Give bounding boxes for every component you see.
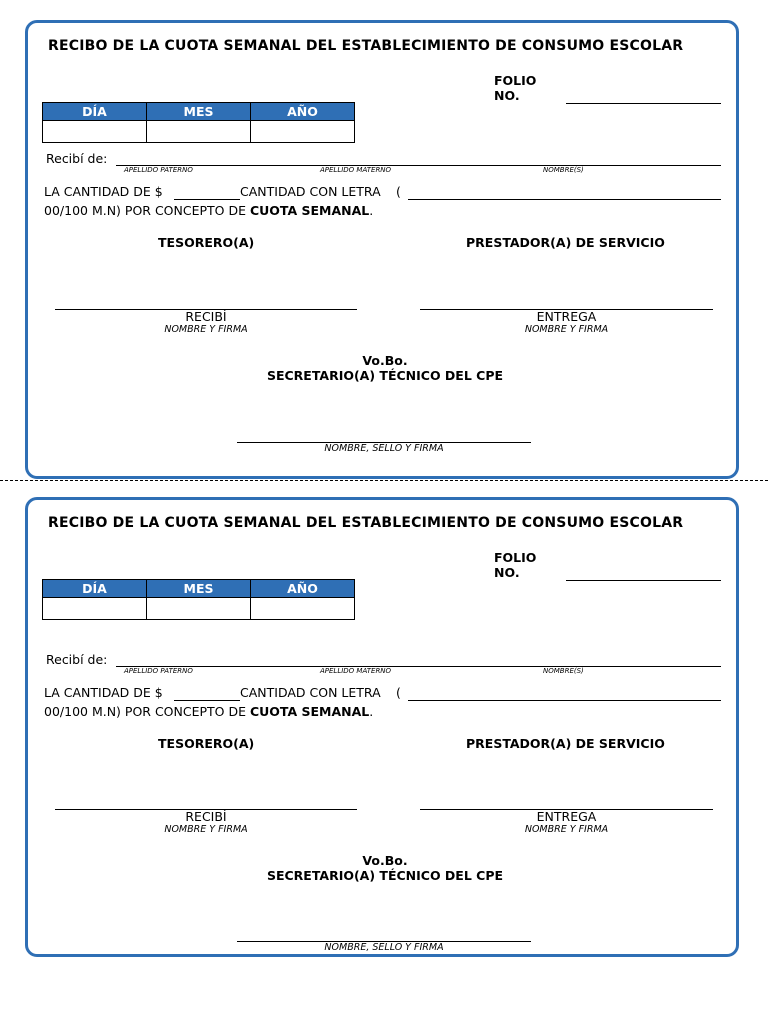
- delivered-signature-sub: NOMBRE Y FIRMA: [524, 324, 609, 335]
- folio-label-line2: NO.: [494, 565, 520, 580]
- day-field[interactable]: [43, 598, 147, 620]
- maternal-surname-hint: APELLIDO MATERNO: [320, 166, 392, 174]
- provider-label: PRESTADOR(A) DE SERVICIO: [466, 235, 665, 250]
- received-signature-sub: NOMBRE Y FIRMA: [164, 324, 248, 335]
- received-signature-label: RECIBÍ: [185, 809, 227, 824]
- folio-field[interactable]: [566, 580, 721, 581]
- received-from-field[interactable]: [116, 666, 721, 667]
- received-from-field[interactable]: [116, 165, 721, 166]
- amount-label: LA CANTIDAD DE $: [44, 184, 163, 199]
- given-names-hint: NOMBRE(S): [543, 667, 584, 675]
- delivered-signature-sub: NOMBRE Y FIRMA: [524, 824, 609, 835]
- amount-field[interactable]: [174, 199, 240, 200]
- delivered-signature-label: ENTREGA: [536, 809, 597, 824]
- folio-label: [494, 550, 536, 580]
- given-names-hint: NOMBRE(S): [543, 166, 584, 174]
- folio-field[interactable]: [566, 103, 721, 104]
- cents-text: 00/100 M.N) POR CONCEPTO DE: [44, 203, 250, 218]
- delivered-signature-label: ENTREGA: [536, 309, 597, 324]
- received-signature-label: RECIBÍ: [185, 309, 227, 324]
- year-field[interactable]: [251, 121, 355, 143]
- amount-words-paren: (: [396, 184, 401, 199]
- treasurer-label: TESORERO(A): [158, 235, 255, 250]
- received-from-label: Recibí de:: [46, 151, 108, 166]
- paternal-surname-hint: APELLIDO PATERNO: [124, 667, 193, 675]
- secretary-label: SECRETARIO(A) TÉCNICO DEL CPE: [266, 368, 504, 383]
- concept-line: [44, 203, 373, 218]
- concept-end: .: [369, 203, 374, 218]
- month-header: MES: [147, 580, 251, 598]
- receipt-title: RECIBO DE LA CUOTA SEMANAL DEL ESTABLECIMIENTO DE CONSUMO ESCOLAR: [48, 38, 684, 54]
- concept-text: CUOTA SEMANAL: [249, 203, 370, 218]
- cut-line: [0, 480, 768, 481]
- month-field[interactable]: [147, 121, 251, 143]
- amount-words-label: CANTIDAD CON LETRA: [240, 685, 381, 700]
- receipt-form-1: [25, 20, 739, 479]
- folio-label-line1: FOLIO: [494, 73, 537, 88]
- maternal-surname-hint: APELLIDO MATERNO: [320, 667, 392, 675]
- year-header: AÑO: [251, 580, 355, 598]
- vobo-label: Vo.Bo.: [362, 853, 408, 868]
- year-field[interactable]: [251, 598, 355, 620]
- day-header: DÍA: [43, 580, 147, 598]
- paternal-surname-hint: APELLIDO PATERNO: [124, 166, 193, 174]
- secretary-signature-sub: NOMBRE, SELLO Y FIRMA: [324, 942, 444, 953]
- receipt-form-2: [25, 497, 739, 957]
- vobo-label: Vo.Bo.: [362, 353, 408, 368]
- month-field[interactable]: [147, 598, 251, 620]
- received-signature-sub: NOMBRE Y FIRMA: [164, 824, 248, 835]
- year-header: AÑO: [251, 103, 355, 121]
- folio-label: [494, 73, 536, 103]
- concept-end: .: [369, 704, 374, 719]
- date-table: [42, 579, 355, 620]
- secretary-signature-sub: NOMBRE, SELLO Y FIRMA: [324, 443, 444, 454]
- cents-text: 00/100 M.N) POR CONCEPTO DE: [44, 704, 250, 719]
- month-header: MES: [147, 103, 251, 121]
- amount-words-field[interactable]: [408, 700, 721, 701]
- folio-label-line2: NO.: [494, 88, 520, 103]
- amount-words-field[interactable]: [408, 199, 721, 200]
- secretary-label: SECRETARIO(A) TÉCNICO DEL CPE: [266, 868, 504, 883]
- amount-words-label: CANTIDAD CON LETRA: [240, 184, 381, 199]
- treasurer-label: TESORERO(A): [158, 736, 255, 751]
- amount-field[interactable]: [174, 700, 240, 701]
- folio-label-line1: FOLIO: [494, 550, 537, 565]
- day-header: DÍA: [43, 103, 147, 121]
- receipt-title: RECIBO DE LA CUOTA SEMANAL DEL ESTABLECIMIENTO DE CONSUMO ESCOLAR: [48, 515, 684, 531]
- concept-text: CUOTA SEMANAL: [249, 704, 370, 719]
- received-from-label: Recibí de:: [46, 652, 108, 667]
- day-field[interactable]: [43, 121, 147, 143]
- amount-label: LA CANTIDAD DE $: [44, 685, 163, 700]
- amount-words-paren: (: [396, 685, 401, 700]
- concept-line: [44, 704, 373, 719]
- date-table: [42, 102, 355, 143]
- provider-label: PRESTADOR(A) DE SERVICIO: [466, 736, 665, 751]
